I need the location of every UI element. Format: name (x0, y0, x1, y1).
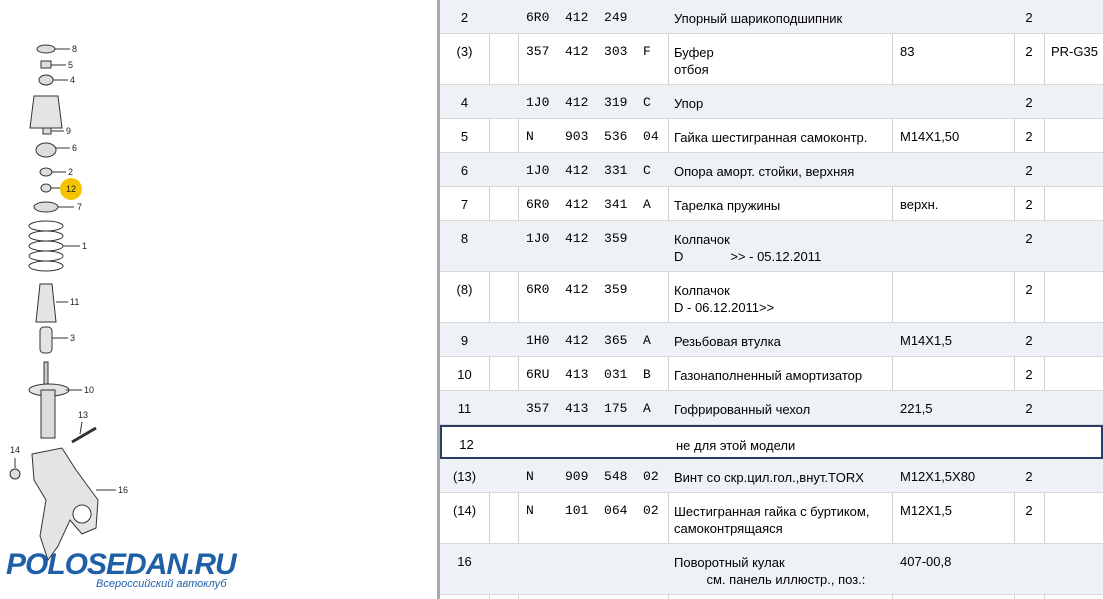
cell-spec (892, 221, 1014, 271)
cell-blank (489, 221, 518, 271)
cell-quantity: 2 (1025, 163, 1033, 178)
table-row[interactable] (440, 425, 1103, 459)
cell-spec (892, 85, 1014, 118)
callout-12-highlighted[interactable]: 12 (60, 178, 82, 200)
cell-position: 10 (457, 367, 472, 382)
table-row[interactable] (440, 391, 1103, 425)
cell-part-number: 6R0 412 341 A (526, 197, 651, 212)
table-row[interactable] (440, 221, 1103, 272)
cell-model-code (1044, 272, 1103, 322)
cell-position: (3) (456, 44, 473, 59)
cell-part-number: 357 413 175 A (526, 401, 651, 416)
callout-9: 9 (66, 126, 72, 136)
cell-part-name (668, 153, 892, 186)
cell-position: 2 (460, 10, 469, 25)
cell-position: 8 (460, 231, 469, 246)
cell-blank (489, 0, 518, 33)
cell-blank (489, 459, 518, 492)
cell-model-code (1044, 544, 1103, 594)
cell-quantity (1014, 544, 1044, 594)
cell-part-number: 1J0 412 331 C (526, 163, 651, 178)
cell-blank (489, 119, 518, 152)
table-row[interactable] (440, 119, 1103, 153)
cell-model-code (1044, 391, 1103, 424)
cell-quantity: 2 (1025, 469, 1033, 484)
cell-spec: верхн. (900, 197, 939, 212)
cell-quantity: 2 (1025, 333, 1033, 348)
cell-part-name (668, 119, 892, 152)
cell-part-number: 357 412 303 F (526, 44, 651, 59)
cell-position: 16 (457, 554, 472, 569)
part-name-line: см. панель иллюстр., поз.: (674, 572, 866, 587)
part-name-line: D >> - 05.12.2011 (674, 249, 822, 264)
part-name-line: Упор (674, 96, 704, 111)
callout-2: 2 (68, 167, 74, 177)
cell-part-name (668, 459, 892, 492)
cell-part-number: N 909 548 02 (526, 469, 659, 484)
callout-5: 5 (68, 60, 74, 70)
cell-part-name (668, 357, 892, 390)
callout-13: 13 (78, 410, 89, 420)
cell-spec: M14X1,5 (900, 333, 953, 348)
cell-part-name (668, 544, 892, 594)
part-name-line: Резьбовая втулка (674, 334, 781, 349)
cell-part-number: 1H0 412 365 A (526, 333, 651, 348)
cell-quantity: 2 (1025, 231, 1033, 246)
cell-part-name (670, 427, 894, 457)
cell-quantity: 2 (1025, 44, 1033, 59)
cell-quantity: 2 (1025, 401, 1033, 416)
cell-position: 9 (460, 333, 469, 348)
cell-part-number: N 903 536 04 (526, 129, 659, 144)
part-bolt-icon (72, 428, 96, 442)
cell-spec (892, 0, 1014, 33)
watermark-logo: POLOSEDAN.RU (6, 548, 236, 581)
cell-spec (892, 153, 1014, 186)
cell-model-code (1046, 427, 1103, 457)
cell-part-name (668, 323, 892, 356)
cell-blank (489, 391, 518, 424)
part-name-line: Поворотный кулак (674, 555, 785, 570)
part-nut-icon (41, 61, 51, 68)
cell-quantity (1016, 427, 1046, 457)
cell-position: 12 (459, 437, 474, 452)
part-name-line: Гайка шестигранная самоконтр. (674, 130, 868, 145)
cell-model-code (1044, 0, 1103, 33)
cell-model-code (1044, 85, 1103, 118)
table-row[interactable] (440, 153, 1103, 187)
cell-model-code (1044, 323, 1103, 356)
cell-quantity: 2 (1025, 503, 1033, 518)
part-strut-mount-icon (30, 96, 62, 128)
part-name-line: отбоя (674, 62, 709, 77)
table-row[interactable] (440, 272, 1103, 323)
cell-spec (892, 272, 1014, 322)
cell-position: 11 (457, 401, 472, 416)
callout-6: 6 (72, 143, 78, 153)
cell-blank (489, 34, 518, 84)
part-name-line: Опора аморт. стойки, верхняя (674, 164, 855, 179)
part-buffer-icon (40, 327, 52, 353)
cell-part-name (668, 221, 892, 271)
cell-model-code (1044, 119, 1103, 152)
part-name-line: D - 06.12.2011>> (674, 300, 775, 315)
cell-blank (489, 272, 518, 322)
watermark-tagline: Всероссийский автоклуб (96, 578, 227, 590)
cell-part-number (518, 544, 668, 594)
part-name-line: Упорный шарикоподшипник (674, 11, 843, 26)
cell-blank (489, 357, 518, 390)
part-stop-icon (39, 75, 53, 85)
callout-8: 8 (72, 44, 78, 54)
cell-position: 4 (460, 95, 469, 110)
cell-model-code (1044, 459, 1103, 492)
part-name-line: не для этой модели (676, 438, 796, 453)
cell-position: 5 (460, 129, 469, 144)
cell-model-code: PR-G35 (1051, 44, 1098, 59)
table-row[interactable] (440, 493, 1103, 544)
cell-part-number: 6R0 412 249 (526, 10, 628, 25)
cell-part-name (668, 34, 892, 84)
table-row[interactable] (440, 357, 1103, 391)
table-row[interactable] (440, 544, 1103, 595)
callout-7: 7 (77, 202, 83, 212)
cell-quantity: 2 (1025, 95, 1033, 110)
cell-blank (491, 427, 520, 457)
part-name-line: Газонаполненный амортизатор (674, 368, 863, 383)
cell-spec: M12X1,5 (900, 503, 953, 518)
part-bearing-icon (40, 168, 52, 176)
cell-part-name (668, 187, 892, 220)
part-spring-seat-icon (34, 202, 58, 212)
cell-spec: M12X1,5X80 (900, 469, 976, 484)
cell-blank (489, 187, 518, 220)
cell-quantity: 2 (1025, 367, 1033, 382)
table-row[interactable] (440, 85, 1103, 119)
part-upper-mount-icon (36, 143, 56, 157)
cell-part-name (668, 0, 892, 33)
cell-quantity: 2 (1025, 282, 1033, 297)
cell-part-number: N 101 064 02 (526, 503, 659, 518)
part-cap-icon (37, 45, 55, 53)
part-nut-small-icon (10, 469, 20, 479)
exploded-parts-diagram (0, 0, 437, 599)
cell-quantity: 2 (1025, 197, 1033, 212)
cell-blank (489, 323, 518, 356)
table-row[interactable] (440, 323, 1103, 357)
cell-model-code (1044, 357, 1103, 390)
parts-table (440, 0, 1103, 599)
cell-model-code (1044, 221, 1103, 271)
part-steering-knuckle-icon (32, 448, 98, 560)
cell-spec: 221,5 (900, 401, 933, 416)
part-name-line: самоконтрящаяся (674, 521, 783, 536)
table-row[interactable] (440, 187, 1103, 221)
part-washer-icon (41, 184, 51, 192)
suspension-diagram-svg (0, 0, 437, 599)
part-name-line: Колпачок (674, 283, 730, 298)
cell-spec: M14X1,50 (900, 129, 960, 144)
callout-10: 10 (84, 385, 95, 395)
cell-part-name (668, 391, 892, 424)
callout-3: 3 (70, 333, 76, 343)
cell-model-code (1044, 153, 1103, 186)
cell-part-name (668, 85, 892, 118)
cell-part-number: 6R0 412 359 (526, 282, 628, 297)
cell-part-name (668, 272, 892, 322)
cell-position: (14) (452, 503, 477, 518)
cell-part-name (668, 493, 892, 543)
table-row[interactable] (440, 459, 1103, 493)
cell-position: 6 (460, 163, 469, 178)
cell-quantity: 2 (1025, 129, 1033, 144)
table-row[interactable] (440, 0, 1103, 34)
part-name-line: Винт со скр.цил.гол.,внут.TORX (674, 470, 864, 485)
part-name-line: Шестигранная гайка с буртиком, (674, 504, 870, 519)
cell-position: (8) (456, 282, 473, 297)
part-boot-icon (36, 284, 56, 322)
part-coil-spring-icon (29, 221, 63, 271)
cell-part-number: 6RU 413 031 B (526, 367, 651, 382)
cell-part-number (520, 427, 670, 457)
callout-4: 4 (70, 75, 76, 85)
callout-1: 1 (82, 241, 88, 251)
cell-model-code (1044, 493, 1103, 543)
part-name-line: Гофрированный чехол (674, 402, 811, 417)
cell-blank (489, 493, 518, 543)
cell-spec (894, 427, 1016, 457)
part-bushing-icon (43, 128, 51, 134)
callout-16: 16 (118, 485, 129, 495)
part-name-line: Тарелка пружины (674, 198, 781, 213)
cell-blank (489, 544, 518, 594)
cell-model-code (1044, 187, 1103, 220)
cell-spec (892, 357, 1014, 390)
callout-14: 14 (10, 445, 21, 455)
cell-part-number: 1J0 412 359 (526, 231, 628, 246)
cell-quantity: 2 (1025, 10, 1033, 25)
cell-position: (13) (452, 469, 477, 484)
callout-11: 11 (70, 297, 80, 307)
part-name-line: Колпачок (674, 232, 730, 247)
cell-blank (489, 153, 518, 186)
cell-part-number: 1J0 412 319 C (526, 95, 651, 110)
part-name-line: Буфер (674, 45, 714, 60)
part-shock-absorber-icon (29, 362, 69, 438)
cell-spec: 83 (900, 44, 915, 59)
table-row[interactable] (440, 34, 1103, 85)
cell-blank (489, 85, 518, 118)
cell-position: 7 (460, 197, 469, 212)
cell-spec: 407-00,8 (900, 554, 952, 569)
